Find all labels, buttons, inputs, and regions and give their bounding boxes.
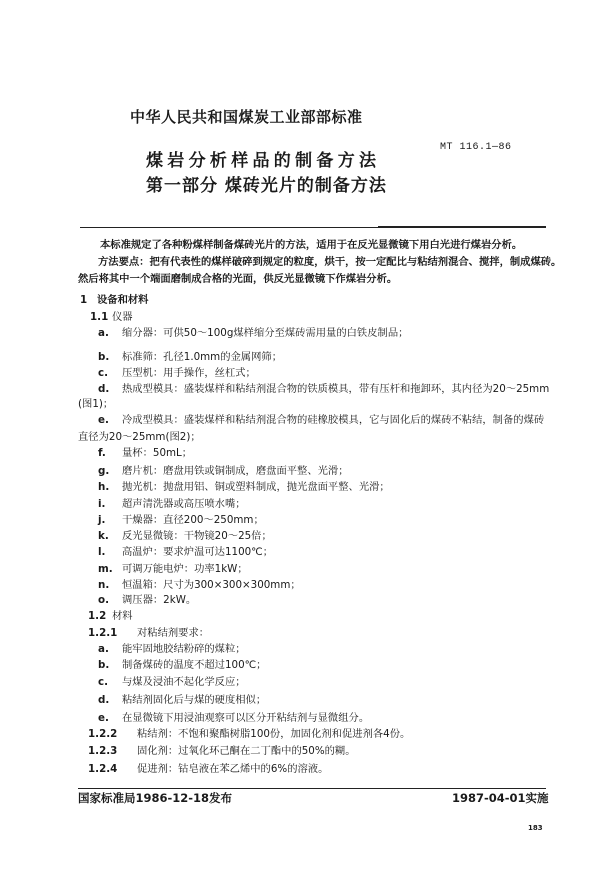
list-item-text: 抛光机：抛盘用铝、铜或塑料制成，抛光盘面平整、光滑；	[122, 481, 390, 493]
item-marker: b.	[98, 351, 110, 363]
list-item-text: 调压器：2kW。	[122, 594, 197, 606]
issue-date: 国家标准局1986-12-18发布	[78, 791, 233, 805]
document-subtitle: 第一部分 煤砖光片的制备方法	[146, 176, 387, 196]
list-item-text: 促进剂：钴皂液在苯乙烯中的6%的溶液。	[137, 763, 329, 775]
list-item-text: 粘结剂固化后与煤的硬度相似；	[122, 694, 267, 706]
issuing-organization: 中华人民共和国煤炭工业部部标准	[130, 108, 363, 126]
item-marker: 1.2.4	[88, 763, 118, 775]
item-marker: b.	[98, 659, 110, 671]
item-marker: o.	[98, 594, 109, 606]
list-item-text: 超声清洗器或高压喷水嘴；	[122, 498, 246, 510]
document-title: 煤岩分析样品的制备方法	[146, 151, 381, 171]
paragraph-line: 本标准规定了各种粉煤样制备煤砖光片的方法，适用于在反光显微镜下用白光进行煤岩分析。	[100, 239, 523, 251]
item-marker: c.	[98, 676, 109, 688]
item-marker: n.	[98, 579, 110, 591]
page-number: 183	[528, 824, 543, 832]
item-marker: a.	[98, 327, 109, 339]
item-marker: a.	[98, 643, 109, 655]
item-marker: m.	[98, 563, 113, 575]
item-marker: k.	[98, 530, 109, 542]
item-marker: c.	[98, 367, 109, 379]
item-marker: d.	[98, 694, 110, 706]
footer-rule	[78, 788, 546, 789]
item-marker: 1.1	[90, 311, 109, 323]
item-marker: h.	[98, 481, 110, 493]
item-marker: l.	[98, 546, 106, 558]
item-marker: 1	[80, 294, 88, 306]
list-item-text: 粘结剂：不饱和聚酯树脂100份，加固化剂和促进剂各4份。	[137, 728, 411, 740]
list-item-text: 缩分器：可供50～100g煤样缩分至煤砖需用量的白铁皮制品；	[122, 327, 409, 339]
list-item-text: 冷成型模具：盛装煤样和粘结剂混合物的硅橡胶模具，它与固化后的煤砖不粘结，制备的煤砖	[122, 414, 545, 426]
list-item-text: 高温炉：要求炉温可达1100℃；	[122, 546, 274, 558]
item-marker: 1.2.3	[88, 745, 118, 757]
effective-date: 1987-04-01实施	[452, 791, 549, 805]
list-item-text: 干燥器：直径200～250mm；	[122, 514, 264, 526]
list-item-text: 可调万能电炉：功率1kW；	[122, 563, 248, 575]
list-item-text: 能牢固地胶结粉碎的煤粒；	[122, 643, 246, 655]
paragraph-line: 然后将其中一个端面磨制成合格的光面，供反光显微镜下作煤岩分析。	[78, 273, 398, 285]
item-marker: 1.2.2	[88, 728, 118, 740]
item-marker: e.	[98, 712, 109, 724]
standard-code: MT 116.1—86	[440, 142, 512, 153]
item-marker: 1.2	[88, 610, 107, 622]
list-item-text: 磨片机：磨盘用铁或铜制成，磨盘面平整、光滑；	[122, 465, 349, 477]
list-item-text: 仪器	[112, 311, 133, 323]
list-item-text: 标准筛：孔径1.0mm的金属网筛；	[122, 351, 282, 363]
list-item-text: 在显微镜下用浸油观察可以区分开粘结剂与显微组分。	[122, 712, 370, 724]
list-item-text: 材料	[112, 610, 133, 622]
list-item-text: 对粘结剂要求：	[137, 627, 210, 639]
header-rule-thick	[378, 226, 546, 228]
list-item-text: 压型机：用手操作，丝杠式；	[122, 367, 256, 379]
list-item-text: 设备和材料	[97, 294, 149, 306]
list-item-text: 制备煤砖的温度不超过100℃；	[122, 659, 267, 671]
item-marker: f.	[98, 447, 106, 459]
item-marker: j.	[98, 514, 106, 526]
item-marker: g.	[98, 465, 110, 477]
item-marker: d.	[98, 383, 110, 395]
list-item-text: 量杯：50mL；	[122, 447, 193, 459]
item-marker: 1.2.1	[88, 627, 118, 639]
item-marker: e.	[98, 414, 109, 426]
list-item-text: 与煤及浸油不起化学反应；	[122, 676, 246, 688]
list-item-text: 固化剂：过氧化环己酮在二丁酯中的50%的糊。	[137, 745, 356, 757]
item-marker: i.	[98, 498, 106, 510]
paragraph-line: (图1)；	[78, 398, 114, 410]
list-item-text: 恒温箱：尺寸为300×300×300mm；	[122, 579, 301, 591]
paragraph-line: 方法要点：把有代表性的煤样破碎到规定的粒度，烘干，按一定配比与粘结剂混合、搅拌，制成煤砖。	[98, 256, 562, 268]
list-item-text: 热成型模具：盛装煤样和粘结剂混合物的铁质模具，带有压杆和拖卸环，其内径为20～25mm	[122, 383, 550, 395]
paragraph-line: 直径为20～25mm(图2)；	[78, 431, 201, 443]
list-item-text: 反光显微镜：干物镜20～25倍；	[122, 530, 272, 542]
